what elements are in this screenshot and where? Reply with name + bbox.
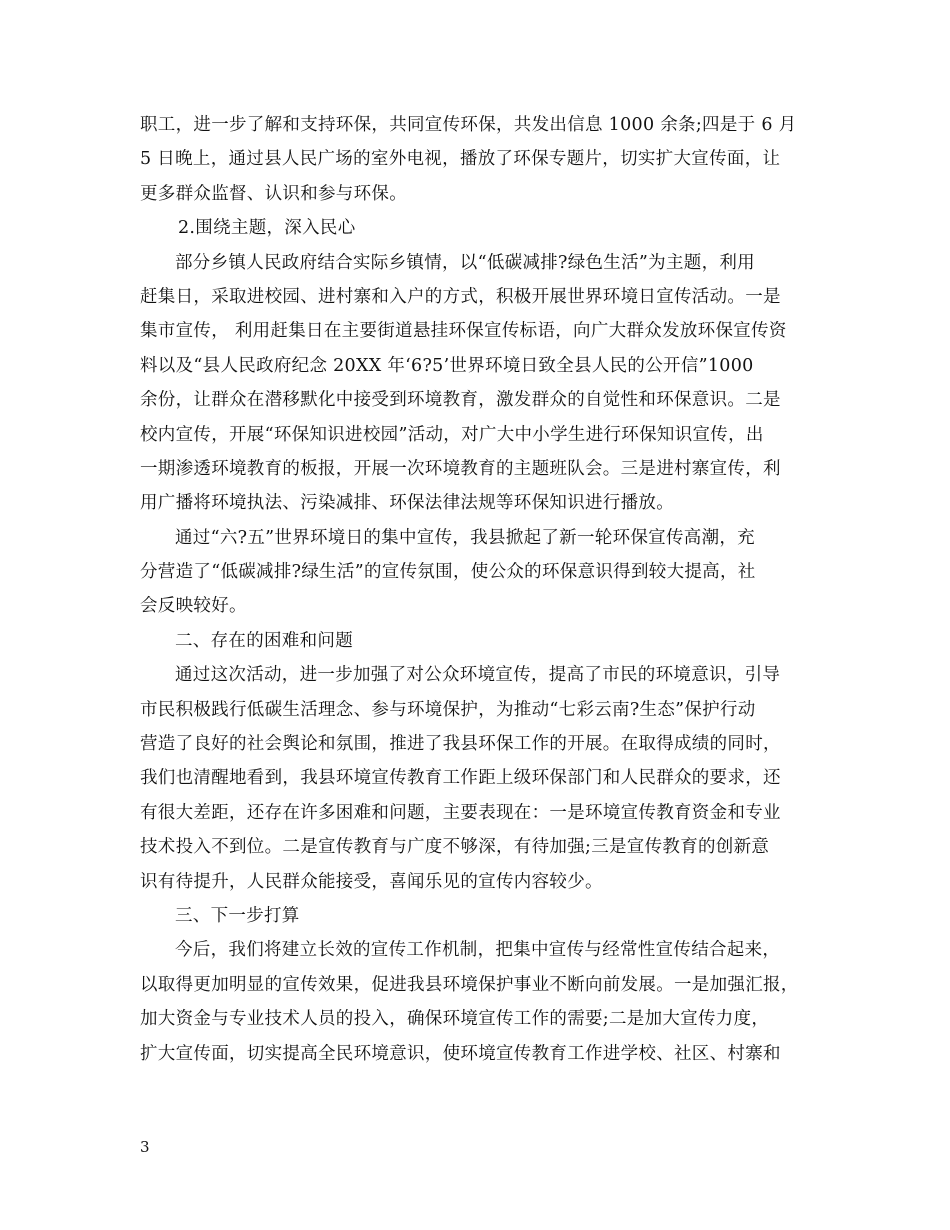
body-text	[140, 108, 820, 1071]
text-line: 扩大宣传面，切实提高全民环境意识，使环境宣传教育工作进学校、社区、村寨和	[140, 1043, 781, 1064]
text-line: 赶集日，采取进校园、进村寨和入户的方式，积极开展世界环境日宣传活动。一是	[140, 286, 781, 307]
text-line: 通过“六?五”世界环境日的集中宣传，我县掀起了新一轮环保宣传高潮，充	[175, 527, 755, 548]
text-line: 我们也清醒地看到，我县环境宣传教育工作距上级环保部门和人民群众的要求，还	[140, 768, 781, 789]
text-line: 有很大差距，还存在许多困难和问题，主要表现在：一是环境宣传教育资金和专业	[140, 802, 781, 823]
text-line: 集市宣传， 利用赶集日在主要街道悬挂环保宣传标语，向广大群众发放环保宣传资	[140, 321, 787, 342]
text-line: 以取得更加明显的宣传效果，促进我县环境保护事业不断向前发展。一是加强汇报，	[140, 974, 799, 995]
text-line: 职工，进一步了解和支持环保，共同宣传环保，共发出信息 1000 余条;四是于 6 月	[140, 115, 797, 135]
text-line: 更多群众监督、认识和参与环保。	[140, 183, 407, 204]
page-number: 3	[140, 1138, 150, 1156]
text-line: 部分乡镇人民政府结合实际乡镇情，以“低碳减排?绿色生活”为主题，利用	[175, 252, 755, 273]
text-line: 一期渗透环境教育的板报，开展一次环境教育的主题班队会。三是进村寨宣传，利	[140, 458, 781, 479]
text-line: 二、存在的困难和问题	[175, 630, 353, 651]
text-line: 识有待提升，人民群众能接受，喜闻乐见的宣传内容较少。	[140, 871, 603, 892]
text-line: 料以及“县人民政府纪念 20XX 年‘6?5’世界环境日致全县人民的公开信”1000	[140, 355, 754, 376]
text-line: 营造了良好的社会舆论和氛围，推进了我县环保工作的开展。在取得成绩的同时，	[140, 734, 781, 755]
text-line: 校内宣传，开展“环保知识进校园”活动，对广大中小学生进行环保知识宣传，出	[140, 424, 764, 445]
text-line: 技术投入不到位。二是宣传教育与广度不够深，有待加强;三是宣传教育的创新意	[140, 837, 770, 858]
text-line: 三、下一步打算	[175, 905, 300, 926]
text-line: 今后，我们将建立长效的宣传工作机制，把集中宣传与经常性宣传结合起来，	[175, 940, 781, 961]
text-line: 分营造了“低碳减排?绿生活”的宣传氛围，使公众的环保意识得到较大提高，社	[140, 562, 756, 583]
text-line: 5 日晚上，通过县人民广场的室外电视，播放了环保专题片，切实扩大宣传面，让	[140, 149, 781, 170]
text-line: 市民积极践行低碳生活理念、参与环境保护，为推动“七彩云南?生态”保护行动	[140, 699, 756, 720]
text-line: 2.围绕主题，深入民心	[178, 218, 356, 239]
text-line: 用广播将环境执法、污染减排、环保法律法规等环保知识进行播放。	[140, 493, 674, 514]
text-line: 通过这次活动，进一步加强了对公众环境宣传，提高了市民的环境意识，引导	[175, 665, 781, 686]
text-line: 加大资金与专业技术人员的投入，确保环境宣传工作的需要;二是加大宣传力度，	[140, 1009, 770, 1030]
text-line: 余份，让群众在潜移默化中接受到环境教育，激发群众的自觉性和环保意识。二是	[140, 390, 781, 411]
text-line: 会反映较好。	[140, 596, 247, 617]
